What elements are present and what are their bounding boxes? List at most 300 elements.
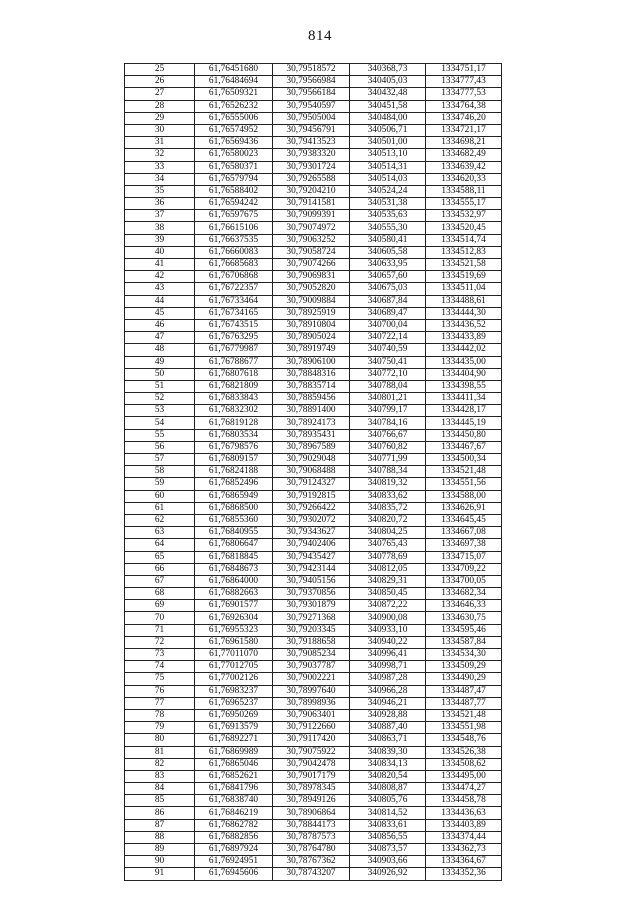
table-row bbox=[125, 185, 502, 197]
table-row bbox=[125, 112, 502, 124]
x-coordinate-cell: 340368,73 bbox=[350, 64, 426, 76]
x-coordinate-cell: 340689,47 bbox=[350, 307, 426, 319]
table-row bbox=[125, 685, 502, 697]
longitude-cell: 30,79265588 bbox=[273, 173, 350, 185]
y-coordinate-cell: 1334532,97 bbox=[426, 210, 502, 222]
latitude-cell: 61,76862782 bbox=[195, 819, 273, 831]
x-coordinate-cell: 340605,58 bbox=[350, 246, 426, 258]
longitude-cell: 30,79540597 bbox=[273, 100, 350, 112]
y-coordinate-cell: 1334682,49 bbox=[426, 149, 502, 161]
point-number-cell: 46 bbox=[125, 319, 195, 331]
y-coordinate-cell: 1334588,00 bbox=[426, 490, 502, 502]
latitude-cell: 61,76841796 bbox=[195, 783, 273, 795]
longitude-cell: 30,78764780 bbox=[273, 844, 350, 856]
table-row bbox=[125, 234, 502, 246]
latitude-cell: 61,76555006 bbox=[195, 112, 273, 124]
longitude-cell: 30,79343627 bbox=[273, 527, 350, 539]
x-coordinate-cell: 340405,03 bbox=[350, 76, 426, 88]
latitude-cell: 61,76579794 bbox=[195, 173, 273, 185]
point-number-cell: 35 bbox=[125, 185, 195, 197]
latitude-cell: 61,76580023 bbox=[195, 149, 273, 161]
x-coordinate-cell: 340432,48 bbox=[350, 88, 426, 100]
point-number-cell: 51 bbox=[125, 380, 195, 392]
y-coordinate-cell: 1334428,17 bbox=[426, 405, 502, 417]
latitude-cell: 61,76924951 bbox=[195, 856, 273, 868]
x-coordinate-cell: 340887,40 bbox=[350, 722, 426, 734]
point-number-cell: 74 bbox=[125, 661, 195, 673]
longitude-cell: 30,79518572 bbox=[273, 64, 350, 76]
latitude-cell: 61,76779987 bbox=[195, 344, 273, 356]
y-coordinate-cell: 1334436,52 bbox=[426, 319, 502, 331]
table-row bbox=[125, 795, 502, 807]
latitude-cell: 61,76734165 bbox=[195, 307, 273, 319]
table-row bbox=[125, 758, 502, 770]
longitude-cell: 30,79301724 bbox=[273, 161, 350, 173]
longitude-cell: 30,79037787 bbox=[273, 661, 350, 673]
longitude-cell: 30,79505004 bbox=[273, 112, 350, 124]
table-row bbox=[125, 454, 502, 466]
x-coordinate-cell: 340801,21 bbox=[350, 393, 426, 405]
longitude-cell: 30,79063252 bbox=[273, 234, 350, 246]
table-row bbox=[125, 734, 502, 746]
y-coordinate-cell: 1334551,56 bbox=[426, 478, 502, 490]
x-coordinate-cell: 340820,72 bbox=[350, 514, 426, 526]
table-row bbox=[125, 819, 502, 831]
x-coordinate-cell: 340687,84 bbox=[350, 295, 426, 307]
longitude-cell: 30,79405156 bbox=[273, 575, 350, 587]
x-coordinate-cell: 340850,45 bbox=[350, 588, 426, 600]
latitude-cell: 61,76961580 bbox=[195, 636, 273, 648]
table-row bbox=[125, 222, 502, 234]
point-number-cell: 34 bbox=[125, 173, 195, 185]
latitude-cell: 61,76733464 bbox=[195, 295, 273, 307]
point-number-cell: 30 bbox=[125, 124, 195, 136]
x-coordinate-cell: 340940,22 bbox=[350, 636, 426, 648]
table-row bbox=[125, 271, 502, 283]
point-number-cell: 71 bbox=[125, 624, 195, 636]
x-coordinate-cell: 340804,25 bbox=[350, 527, 426, 539]
point-number-cell: 83 bbox=[125, 770, 195, 782]
longitude-cell: 30,78978345 bbox=[273, 783, 350, 795]
x-coordinate-cell: 340829,31 bbox=[350, 575, 426, 587]
y-coordinate-cell: 1334467,67 bbox=[426, 441, 502, 453]
point-number-cell: 40 bbox=[125, 246, 195, 258]
x-coordinate-cell: 340839,30 bbox=[350, 746, 426, 758]
latitude-cell: 61,76788677 bbox=[195, 356, 273, 368]
table-row bbox=[125, 332, 502, 344]
latitude-cell: 61,76484694 bbox=[195, 76, 273, 88]
y-coordinate-cell: 1334458,78 bbox=[426, 795, 502, 807]
point-number-cell: 59 bbox=[125, 478, 195, 490]
x-coordinate-cell: 340833,61 bbox=[350, 819, 426, 831]
y-coordinate-cell: 1334595,46 bbox=[426, 624, 502, 636]
longitude-cell: 30,78935431 bbox=[273, 429, 350, 441]
latitude-cell: 61,76580371 bbox=[195, 161, 273, 173]
latitude-cell: 61,76615106 bbox=[195, 222, 273, 234]
table-row bbox=[125, 551, 502, 563]
point-number-cell: 81 bbox=[125, 746, 195, 758]
y-coordinate-cell: 1334450,80 bbox=[426, 429, 502, 441]
x-coordinate-cell: 340820,54 bbox=[350, 770, 426, 782]
x-coordinate-cell: 340834,13 bbox=[350, 758, 426, 770]
latitude-cell: 61,76824188 bbox=[195, 466, 273, 478]
point-number-cell: 60 bbox=[125, 490, 195, 502]
longitude-cell: 30,79052820 bbox=[273, 283, 350, 295]
latitude-cell: 61,76509321 bbox=[195, 88, 273, 100]
y-coordinate-cell: 1334751,17 bbox=[426, 64, 502, 76]
point-number-cell: 29 bbox=[125, 112, 195, 124]
latitude-cell: 61,76882856 bbox=[195, 831, 273, 843]
table-row bbox=[125, 722, 502, 734]
table-row bbox=[125, 344, 502, 356]
table-row bbox=[125, 137, 502, 149]
longitude-cell: 30,79383320 bbox=[273, 149, 350, 161]
longitude-cell: 30,79122660 bbox=[273, 722, 350, 734]
latitude-cell: 61,77012705 bbox=[195, 661, 273, 673]
longitude-cell: 30,79301879 bbox=[273, 600, 350, 612]
table-row bbox=[125, 563, 502, 575]
point-number-cell: 32 bbox=[125, 149, 195, 161]
longitude-cell: 30,79009884 bbox=[273, 295, 350, 307]
x-coordinate-cell: 340856,55 bbox=[350, 831, 426, 843]
x-coordinate-cell: 340966,28 bbox=[350, 685, 426, 697]
latitude-cell: 61,76588402 bbox=[195, 185, 273, 197]
longitude-cell: 30,78924173 bbox=[273, 417, 350, 429]
point-number-cell: 63 bbox=[125, 527, 195, 539]
page-number: 814 bbox=[308, 28, 332, 44]
latitude-cell: 61,76852621 bbox=[195, 770, 273, 782]
y-coordinate-cell: 1334435,00 bbox=[426, 356, 502, 368]
longitude-cell: 30,78743207 bbox=[273, 868, 350, 880]
y-coordinate-cell: 1334495,00 bbox=[426, 770, 502, 782]
table-row bbox=[125, 478, 502, 490]
y-coordinate-cell: 1334630,75 bbox=[426, 612, 502, 624]
table-row bbox=[125, 697, 502, 709]
x-coordinate-cell: 340514,31 bbox=[350, 161, 426, 173]
point-number-cell: 36 bbox=[125, 198, 195, 210]
point-number-cell: 38 bbox=[125, 222, 195, 234]
y-coordinate-cell: 1334374,44 bbox=[426, 831, 502, 843]
y-coordinate-cell: 1334526,38 bbox=[426, 746, 502, 758]
y-coordinate-cell: 1334620,33 bbox=[426, 173, 502, 185]
longitude-cell: 30,78925919 bbox=[273, 307, 350, 319]
point-number-cell: 39 bbox=[125, 234, 195, 246]
table-row bbox=[125, 636, 502, 648]
table-row bbox=[125, 661, 502, 673]
x-coordinate-cell: 340799,17 bbox=[350, 405, 426, 417]
table-row bbox=[125, 210, 502, 222]
y-coordinate-cell: 1334404,90 bbox=[426, 368, 502, 380]
point-number-cell: 47 bbox=[125, 332, 195, 344]
table-row bbox=[125, 259, 502, 271]
x-coordinate-cell: 340580,41 bbox=[350, 234, 426, 246]
table-row bbox=[125, 173, 502, 185]
longitude-cell: 30,79435427 bbox=[273, 551, 350, 563]
table-row bbox=[125, 246, 502, 258]
latitude-cell: 61,76819128 bbox=[195, 417, 273, 429]
longitude-cell: 30,79002221 bbox=[273, 673, 350, 685]
point-number-cell: 61 bbox=[125, 502, 195, 514]
y-coordinate-cell: 1334764,38 bbox=[426, 100, 502, 112]
x-coordinate-cell: 340926,92 bbox=[350, 868, 426, 880]
longitude-cell: 30,78844173 bbox=[273, 819, 350, 831]
y-coordinate-cell: 1334411,34 bbox=[426, 393, 502, 405]
longitude-cell: 30,78835714 bbox=[273, 380, 350, 392]
longitude-cell: 30,78787573 bbox=[273, 831, 350, 843]
longitude-cell: 30,79029048 bbox=[273, 454, 350, 466]
longitude-cell: 30,79456791 bbox=[273, 124, 350, 136]
x-coordinate-cell: 340778,69 bbox=[350, 551, 426, 563]
point-number-cell: 49 bbox=[125, 356, 195, 368]
x-coordinate-cell: 340833,62 bbox=[350, 490, 426, 502]
longitude-cell: 30,79566984 bbox=[273, 76, 350, 88]
x-coordinate-cell: 340501,00 bbox=[350, 137, 426, 149]
latitude-cell: 61,76848673 bbox=[195, 563, 273, 575]
table-row bbox=[125, 807, 502, 819]
table-row bbox=[125, 319, 502, 331]
longitude-cell: 30,79069831 bbox=[273, 271, 350, 283]
x-coordinate-cell: 340835,72 bbox=[350, 502, 426, 514]
y-coordinate-cell: 1334444,30 bbox=[426, 307, 502, 319]
latitude-cell: 61,76882663 bbox=[195, 588, 273, 600]
x-coordinate-cell: 340722,14 bbox=[350, 332, 426, 344]
longitude-cell: 30,79124327 bbox=[273, 478, 350, 490]
y-coordinate-cell: 1334490,29 bbox=[426, 673, 502, 685]
point-number-cell: 82 bbox=[125, 758, 195, 770]
longitude-cell: 30,78949126 bbox=[273, 795, 350, 807]
longitude-cell: 30,79302072 bbox=[273, 514, 350, 526]
x-coordinate-cell: 340928,88 bbox=[350, 709, 426, 721]
latitude-cell: 61,77002126 bbox=[195, 673, 273, 685]
point-number-cell: 64 bbox=[125, 539, 195, 551]
table-row bbox=[125, 502, 502, 514]
latitude-cell: 61,76569436 bbox=[195, 137, 273, 149]
table-row bbox=[125, 356, 502, 368]
longitude-cell: 30,78919749 bbox=[273, 344, 350, 356]
latitude-cell: 61,76846219 bbox=[195, 807, 273, 819]
x-coordinate-cell: 340633,95 bbox=[350, 259, 426, 271]
table-row bbox=[125, 64, 502, 76]
latitude-cell: 61,76869989 bbox=[195, 746, 273, 758]
point-number-cell: 79 bbox=[125, 722, 195, 734]
x-coordinate-cell: 340657,60 bbox=[350, 271, 426, 283]
x-coordinate-cell: 340788,04 bbox=[350, 380, 426, 392]
longitude-cell: 30,79063401 bbox=[273, 709, 350, 721]
longitude-cell: 30,78906864 bbox=[273, 807, 350, 819]
point-number-cell: 25 bbox=[125, 64, 195, 76]
x-coordinate-cell: 340484,00 bbox=[350, 112, 426, 124]
longitude-cell: 30,79085234 bbox=[273, 649, 350, 661]
latitude-cell: 61,76838740 bbox=[195, 795, 273, 807]
y-coordinate-cell: 1334534,30 bbox=[426, 649, 502, 661]
y-coordinate-cell: 1334682,34 bbox=[426, 588, 502, 600]
latitude-cell: 61,76864000 bbox=[195, 575, 273, 587]
latitude-cell: 61,76637535 bbox=[195, 234, 273, 246]
y-coordinate-cell: 1334520,45 bbox=[426, 222, 502, 234]
y-coordinate-cell: 1334474,27 bbox=[426, 783, 502, 795]
table-row bbox=[125, 770, 502, 782]
y-coordinate-cell: 1334519,69 bbox=[426, 271, 502, 283]
x-coordinate-cell: 340863,71 bbox=[350, 734, 426, 746]
table-row bbox=[125, 88, 502, 100]
table-row bbox=[125, 149, 502, 161]
table-row bbox=[125, 831, 502, 843]
point-number-cell: 90 bbox=[125, 856, 195, 868]
table-row bbox=[125, 295, 502, 307]
longitude-cell: 30,79204210 bbox=[273, 185, 350, 197]
y-coordinate-cell: 1334442,02 bbox=[426, 344, 502, 356]
y-coordinate-cell: 1334364,67 bbox=[426, 856, 502, 868]
x-coordinate-cell: 340872,22 bbox=[350, 600, 426, 612]
y-coordinate-cell: 1334508,62 bbox=[426, 758, 502, 770]
point-number-cell: 57 bbox=[125, 454, 195, 466]
table-row bbox=[125, 100, 502, 112]
point-number-cell: 33 bbox=[125, 161, 195, 173]
point-number-cell: 31 bbox=[125, 137, 195, 149]
y-coordinate-cell: 1334645,45 bbox=[426, 514, 502, 526]
y-coordinate-cell: 1334403,89 bbox=[426, 819, 502, 831]
x-coordinate-cell: 340766,67 bbox=[350, 429, 426, 441]
x-coordinate-cell: 340555,30 bbox=[350, 222, 426, 234]
y-coordinate-cell: 1334436,63 bbox=[426, 807, 502, 819]
x-coordinate-cell: 340514,03 bbox=[350, 173, 426, 185]
point-number-cell: 45 bbox=[125, 307, 195, 319]
y-coordinate-cell: 1334445,19 bbox=[426, 417, 502, 429]
latitude-cell: 61,76803534 bbox=[195, 429, 273, 441]
y-coordinate-cell: 1334551,98 bbox=[426, 722, 502, 734]
point-number-cell: 75 bbox=[125, 673, 195, 685]
table-row bbox=[125, 844, 502, 856]
x-coordinate-cell: 340506,71 bbox=[350, 124, 426, 136]
x-coordinate-cell: 340675,03 bbox=[350, 283, 426, 295]
point-number-cell: 42 bbox=[125, 271, 195, 283]
table-row bbox=[125, 673, 502, 685]
point-number-cell: 87 bbox=[125, 819, 195, 831]
x-coordinate-cell: 340996,41 bbox=[350, 649, 426, 661]
point-number-cell: 53 bbox=[125, 405, 195, 417]
longitude-cell: 30,78905024 bbox=[273, 332, 350, 344]
longitude-cell: 30,79068488 bbox=[273, 466, 350, 478]
latitude-cell: 61,76955323 bbox=[195, 624, 273, 636]
longitude-cell: 30,78891400 bbox=[273, 405, 350, 417]
point-number-cell: 44 bbox=[125, 295, 195, 307]
table-row bbox=[125, 405, 502, 417]
latitude-cell: 61,76865949 bbox=[195, 490, 273, 502]
longitude-cell: 30,79117420 bbox=[273, 734, 350, 746]
latitude-cell: 61,76833843 bbox=[195, 393, 273, 405]
point-number-cell: 89 bbox=[125, 844, 195, 856]
y-coordinate-cell: 1334509,29 bbox=[426, 661, 502, 673]
point-number-cell: 55 bbox=[125, 429, 195, 441]
latitude-cell: 61,76865046 bbox=[195, 758, 273, 770]
table-row bbox=[125, 709, 502, 721]
latitude-cell: 61,76594242 bbox=[195, 198, 273, 210]
x-coordinate-cell: 340812,05 bbox=[350, 563, 426, 575]
y-coordinate-cell: 1334487,47 bbox=[426, 685, 502, 697]
x-coordinate-cell: 340788,34 bbox=[350, 466, 426, 478]
x-coordinate-cell: 340771,99 bbox=[350, 454, 426, 466]
table-row bbox=[125, 575, 502, 587]
y-coordinate-cell: 1334715,07 bbox=[426, 551, 502, 563]
latitude-cell: 61,76855360 bbox=[195, 514, 273, 526]
point-number-cell: 84 bbox=[125, 783, 195, 795]
point-number-cell: 69 bbox=[125, 600, 195, 612]
table-row bbox=[125, 783, 502, 795]
latitude-cell: 61,76818845 bbox=[195, 551, 273, 563]
y-coordinate-cell: 1334512,83 bbox=[426, 246, 502, 258]
longitude-cell: 30,79058724 bbox=[273, 246, 350, 258]
latitude-cell: 61,76574952 bbox=[195, 124, 273, 136]
table-row bbox=[125, 307, 502, 319]
latitude-cell: 61,76840955 bbox=[195, 527, 273, 539]
point-number-cell: 78 bbox=[125, 709, 195, 721]
point-number-cell: 54 bbox=[125, 417, 195, 429]
x-coordinate-cell: 340760,82 bbox=[350, 441, 426, 453]
latitude-cell: 61,76451680 bbox=[195, 64, 273, 76]
x-coordinate-cell: 340814,52 bbox=[350, 807, 426, 819]
longitude-cell: 30,78848316 bbox=[273, 368, 350, 380]
point-number-cell: 86 bbox=[125, 807, 195, 819]
x-coordinate-cell: 340531,38 bbox=[350, 198, 426, 210]
x-coordinate-cell: 340873,57 bbox=[350, 844, 426, 856]
latitude-cell: 61,76706868 bbox=[195, 271, 273, 283]
table-row bbox=[125, 746, 502, 758]
longitude-cell: 30,79042478 bbox=[273, 758, 350, 770]
x-coordinate-cell: 340819,32 bbox=[350, 478, 426, 490]
table-row bbox=[125, 600, 502, 612]
point-number-cell: 72 bbox=[125, 636, 195, 648]
y-coordinate-cell: 1334548,76 bbox=[426, 734, 502, 746]
latitude-cell: 61,76806647 bbox=[195, 539, 273, 551]
longitude-cell: 30,79566184 bbox=[273, 88, 350, 100]
x-coordinate-cell: 340740,59 bbox=[350, 344, 426, 356]
table-row bbox=[125, 490, 502, 502]
table-row bbox=[125, 124, 502, 136]
longitude-cell: 30,79402406 bbox=[273, 539, 350, 551]
longitude-cell: 30,79271368 bbox=[273, 612, 350, 624]
point-number-cell: 56 bbox=[125, 441, 195, 453]
latitude-cell: 61,76821809 bbox=[195, 380, 273, 392]
coordinates-table bbox=[124, 63, 502, 881]
point-number-cell: 48 bbox=[125, 344, 195, 356]
y-coordinate-cell: 1334362,73 bbox=[426, 844, 502, 856]
point-number-cell: 77 bbox=[125, 697, 195, 709]
latitude-cell: 61,76597675 bbox=[195, 210, 273, 222]
latitude-cell: 61,76983237 bbox=[195, 685, 273, 697]
y-coordinate-cell: 1334626,91 bbox=[426, 502, 502, 514]
table-row bbox=[125, 393, 502, 405]
point-number-cell: 88 bbox=[125, 831, 195, 843]
latitude-cell: 61,76913579 bbox=[195, 722, 273, 734]
coordinates-table-body bbox=[125, 64, 502, 881]
latitude-cell: 61,76897924 bbox=[195, 844, 273, 856]
y-coordinate-cell: 1334521,58 bbox=[426, 259, 502, 271]
latitude-cell: 61,76763295 bbox=[195, 332, 273, 344]
table-row bbox=[125, 514, 502, 526]
latitude-cell: 61,76526232 bbox=[195, 100, 273, 112]
y-coordinate-cell: 1334555,17 bbox=[426, 198, 502, 210]
point-number-cell: 76 bbox=[125, 685, 195, 697]
latitude-cell: 61,76852496 bbox=[195, 478, 273, 490]
x-coordinate-cell: 340700,04 bbox=[350, 319, 426, 331]
longitude-cell: 30,78906100 bbox=[273, 356, 350, 368]
x-coordinate-cell: 340946,21 bbox=[350, 697, 426, 709]
point-number-cell: 67 bbox=[125, 575, 195, 587]
x-coordinate-cell: 340524,24 bbox=[350, 185, 426, 197]
table-row bbox=[125, 527, 502, 539]
y-coordinate-cell: 1334521,48 bbox=[426, 709, 502, 721]
latitude-cell: 61,76945606 bbox=[195, 868, 273, 880]
